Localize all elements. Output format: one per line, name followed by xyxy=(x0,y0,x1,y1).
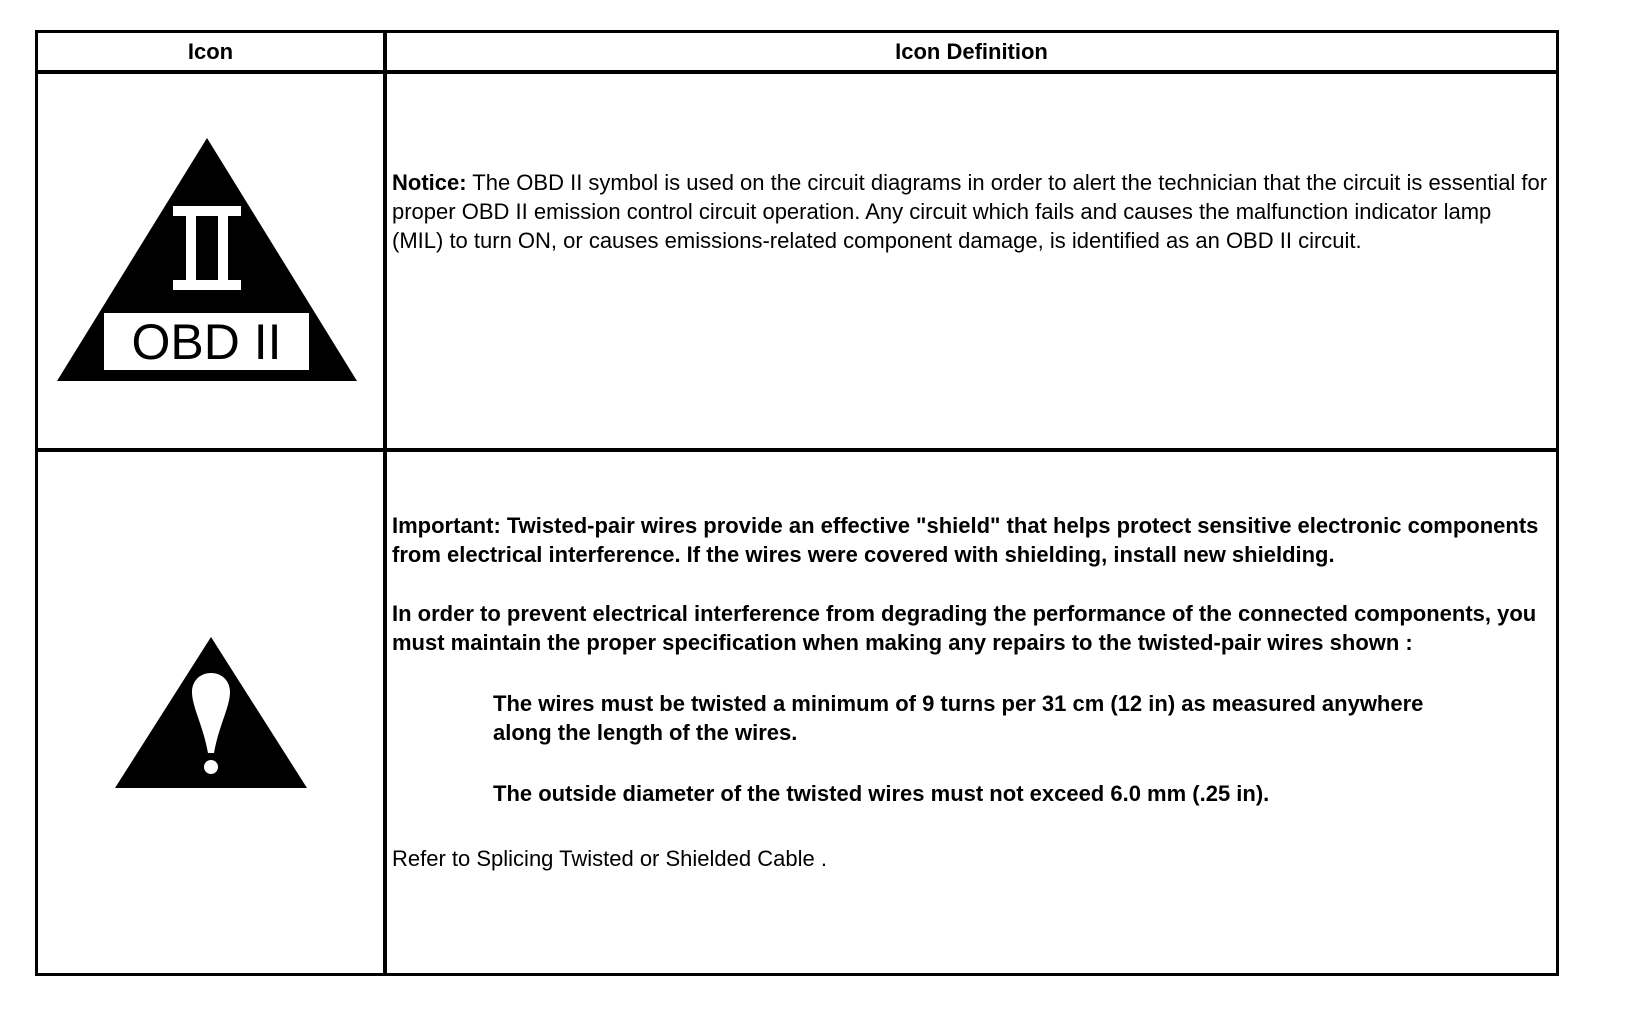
icon-definition-table xyxy=(35,30,1559,976)
obd-ii-triangle-icon xyxy=(56,136,366,386)
notice-text: The OBD II symbol is used on the circuit diagrams in order to alert the technician that the circuit is essential for proper OBD II emission control circuit operation. Any circuit which fails and causes the malfunction indicator lamp (MIL) to turn ON, or causes emissions-related component damage, is identified as an OBD II circuit. xyxy=(392,170,1548,253)
spec-twist-rate: The wires must be twisted a minimum of 9 turns per 31 cm (12 in) as measured anywhere along the length of the wires. xyxy=(493,691,1424,745)
obd-definition-cell xyxy=(387,74,1556,448)
warning-icon-cell xyxy=(38,452,383,973)
warning-triangle-icon xyxy=(113,635,309,791)
header-icon-definition: Icon Definition xyxy=(895,38,1048,64)
spec-outside-diameter: The outside diameter of the twisted wires must not exceed 6.0 mm (.25 in). xyxy=(493,781,1270,806)
notice-paragraph xyxy=(392,168,1548,255)
instruction-paragraph: In order to prevent electrical interference from degrading the performance of the connected components, you must maintain the proper specification when making any repairs to the twisted-pair wires shown : xyxy=(392,601,1537,655)
reference-link-text[interactable]: Refer to Splicing Twisted or Shielded Cable . xyxy=(392,846,827,871)
header-icon: Icon xyxy=(187,38,234,64)
notice-label: Notice: xyxy=(392,170,467,195)
twisted-pair-definition-cell xyxy=(387,452,1556,973)
important-paragraph: Important: Twisted-pair wires provide an effective "shield" that helps protect sensitive electronic components from electrical interference. If the wires were covered with shielding, install new shielding. xyxy=(392,513,1539,567)
obd-ii-label: OBD II xyxy=(130,314,282,370)
obd-icon-cell xyxy=(38,74,383,448)
